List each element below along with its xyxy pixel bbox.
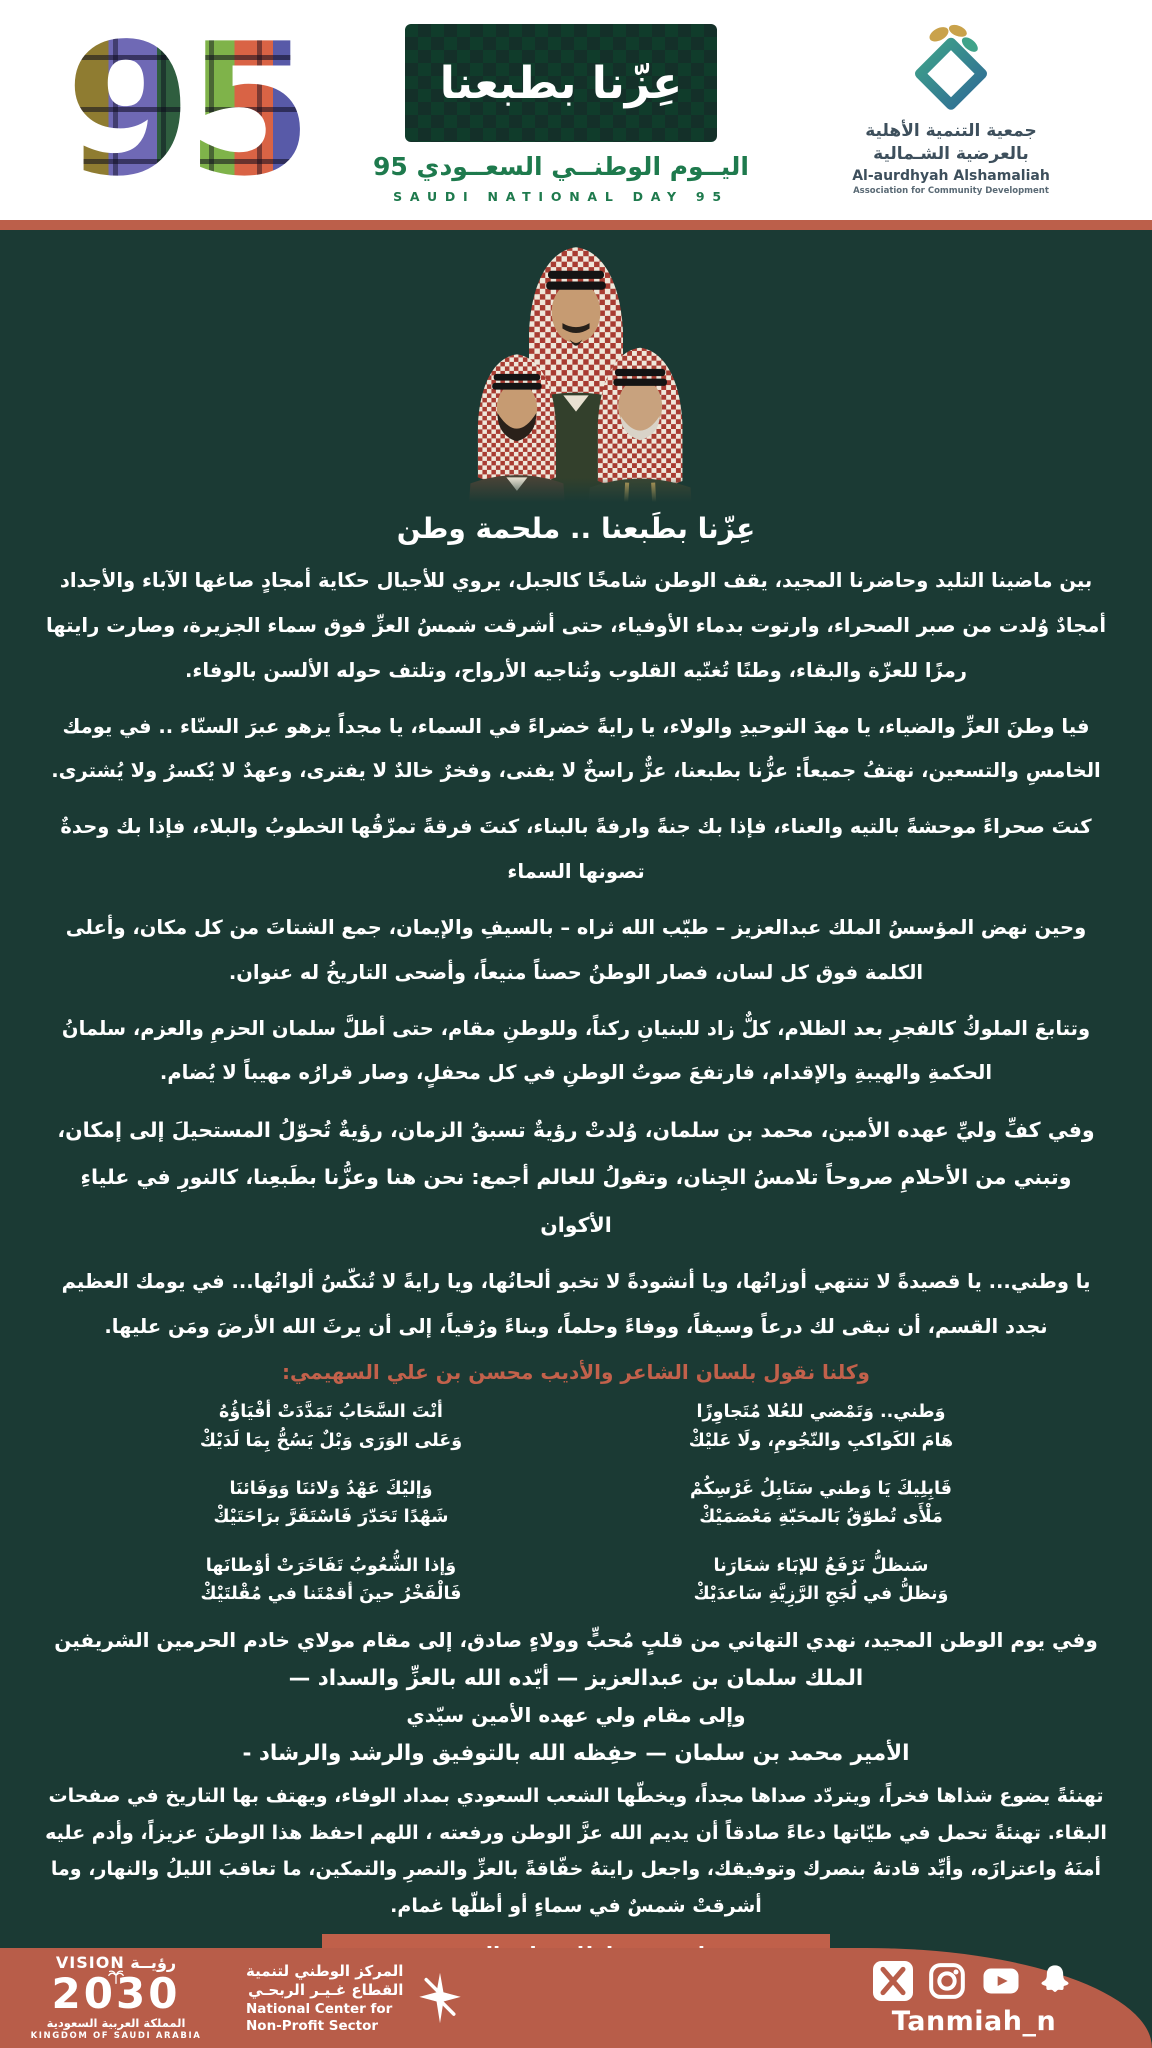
- x-icon[interactable]: [872, 1960, 914, 2002]
- poem-hemistich-right: وَطني.. وَتَمْضي للعُلا مُتَجاوِزًا هَامَ الكَواكبِ والنّجُومِ، ولَا عَليْكْ: [688, 1402, 954, 1451]
- header: [0, 0, 1152, 220]
- poem-stanza: [44, 1398, 1108, 1455]
- body-paragraph: وتتابعَ الملوكُ كالفجرِ بعد الظلام، كلٌّ زاد للبنيانِ ركناً، وللوطنِ مقام، حتى أطلَّ سلمان الحزمِ والعزم، سلمانُ الحكمةِ والهيبةِ والإقدام، فارتفعَ صوتُ الوطنِ في كل محفلٍ، وصار قرارُه مهيباً لا يُضام.: [61, 1016, 1091, 1085]
- kings-portrait-image: [44, 240, 1108, 506]
- kings-portrait-svg: [361, 240, 791, 502]
- national-day-arabic-title: اليــوم الوطنــي السعــودي 95: [373, 152, 749, 181]
- social-handle: Tanmiah_n: [891, 2005, 1057, 2037]
- poem-hemistich-right: سَنظلُّ نَرْفَعُ للإبَاء شعَارَنا وَنظلُّ في لُجَجِ الرَّزِيَّةِ سَاعدَيْكْ: [693, 1555, 949, 1605]
- poem-hemistich-left: وَإذا الشُّعُوبُ تَفَاخَرَتْ أوْطانَها فَالْفَخْرُ حينَ أقمْتَنا في مُقْلتَيْكْ: [200, 1555, 462, 1605]
- poem-hemistich-left: وَإليْكَ عَهْدُ وَلائنَا وَوَفَائنَا شَهْدًا تَحَدّرَ فَاسْتَقَرَّ برَاحَتَيْكْ: [213, 1479, 449, 1528]
- vision-kingdom-ar: المملكة العربية السعودية: [46, 2015, 186, 2030]
- ncnp-logo-icon: [417, 1970, 463, 2026]
- instagram-icon[interactable]: [926, 1960, 968, 2002]
- congratulation-line: وفي يوم الوطن المجيد، نهدي التهاني من قلبٍ مُحبٍّ وولاءٍ صادق، إلى مقام مولاي خادم الحرمين الشريفين: [54, 1628, 1098, 1653]
- body-paragraph: بين ماضينا التليد وحاضرنا المجيد، يقف الوطن شامخًا كالجبل، يروي للأجيال حكاية أمجادٍ صاغها الآباء والأجداد أمجادٌ وُلدت من صبر الصحراء، وارتوت بدماء الأوفياء، حتى أشرقت شمسُ العزِّ فوق سماء الجزيرة، وصارت رايتها رمزًا للعزّة والبقاء، وطنًا تُغنّيه القلوب وتُناجيه الأرواح، وتلتف حوله الألسن بالوفاء.: [45, 569, 1107, 682]
- youtube-icon[interactable]: [980, 1960, 1022, 2002]
- poem-hemistich-left: أنْتَ السَّحَابُ تَمَدَّدَتْ أفْيَاؤُهُ وَعَلى الوَرَى وَبْلٌ يَسُحُّ بِمَا لَدَيْكْ: [199, 1402, 463, 1451]
- vision-wordmark: رؤيــة VISION: [55, 1953, 177, 1973]
- body-paragraph: كنتَ صحراءً موحشةً بالتيه والعناء، فإذا بك جنةً وارفةً بالبناء، كنتَ فرقةً تمزّقُها الخطوبُ والبلاء، فإذا بك وحدةٌ تصونها السماء: [60, 815, 1092, 884]
- association-logo-block: [786, 24, 1116, 196]
- poem-hemistich-right: قَابِلِيكَ يَا وَطني سَنَابِلُ غَرْسِكُمْ مَلْأَى تُطوّقُ بَالمحَبّةِ مَعْصَمَيْكْ: [690, 1479, 952, 1528]
- page-title: عِزّنا بطَبعنا .. ملحمة وطن: [396, 512, 756, 545]
- poem-section: [44, 1398, 1108, 1608]
- closing-paragraph: تهنئةً يضوع شذاها فخراً، ويتردّد صداها مجداً، ويخطّها الشعب السعودي بمداد الوفاء، ويهتف بها التاريخ في صفحات البقاء. تهنئةً تحمل في طيّاتها دعاءً صادقاً أن يديم الله عزَّ الوطن ورفعته ، اللهم احفظ هذا الوطنَ عزيزاً، وأدم عليه أمنَهُ واعتزازَه، وأيِّد قادتهُ بنصرك وتوفيقك، واجعل رايتهُ خفّاقةً بالعزِّ والنصرِ والتمكين، ما تعاقبَ الليلُ والنهار، وما أشرقتْ شمسٌ في سماءٍ أو أظلّها غمام.: [45, 1785, 1107, 1917]
- king-name-line: الملك سلمان بن عبدالعزيز — أيّده الله بالعزِّ والسداد —: [288, 1666, 864, 1692]
- association-tagline-en: Association for Community Development: [853, 185, 1049, 196]
- poem-stanza: [44, 1552, 1108, 1609]
- social-block: [872, 1960, 1076, 2037]
- logo95-number: 95: [65, 4, 307, 216]
- crown-prince-name-line: الأمير محمد بن سلمان — حفِظه الله بالتوفيق والرشد والرشاد -: [242, 1741, 910, 1767]
- calligraphy-box: [405, 24, 717, 142]
- association-name-ar-1: جمعية التنمية الأهلية: [865, 121, 1037, 142]
- poem-stanza: [44, 1475, 1108, 1532]
- association-name-ar-2: بالعرضية الشـمالية: [873, 144, 1029, 164]
- vision-2030-logo: [16, 1954, 216, 2041]
- body-paragraph-vision: وفي كفِّ وليِّ عهده الأمين، محمد بن سلمان، وُلدتْ رؤيةٌ تسبقُ الزمان، رؤيةٌ تُحوّلُ المستحيلَ إلى إمكان، وتبني من الأحلامِ صروحاً تلامسُ الجِنان، وتقولُ للعالم أجمع: نحن هنا وعزُّنا بطَبعِنا، كالنورِ في علياءِ الأكوان: [57, 1118, 1095, 1237]
- divider-bar: [0, 220, 1152, 230]
- association-logo-icon: [908, 24, 994, 120]
- social-icons: [872, 1960, 1076, 2002]
- body-paragraph: يا وطني... يا قصيدةً لا تنتهي أوزانُها، ويا أنشودةً لا تخبو ألحانُها، ويا رايةً لا تُنكّسُ ألوانُها... في يومك العظيم نجدد القسم، أن نبقى لك درعاً وسيفاً، ووفاءً وحلماً، وبناءً ورُقياً، إلى أن يرثَ الله الأرضَ ومَن عليها.: [61, 1269, 1091, 1338]
- national-day-95-logo: [36, 4, 336, 216]
- footer: [0, 1928, 1152, 2048]
- snapchat-icon[interactable]: [1034, 1960, 1076, 2002]
- ncnp-text: المركز الوطني لتنمية القطاع غـيـر الربحـي National Center for Non-Profit Sector: [246, 1961, 404, 2034]
- poster-body: [0, 240, 1152, 2012]
- palm-icon: [108, 1969, 124, 1985]
- body-paragraph: وحين نهض المؤسسُ الملك عبدالعزيز – طيّب الله ثراه – بالسيفِ والإيمان، جمع الشتاتَ من كل مكان، وأعلى الكلمة فوق كل لسان، فصار الوطنُ حصناً منيعاً، وأضحى التاريخُ له عنوان.: [65, 915, 1087, 984]
- poem-attribution: وكلنا نقول بلسان الشاعر والأديب محسن بن علي السهيمي:: [282, 1360, 870, 1385]
- body-paragraph: فيا وطنَ العزِّ والضياء، يا مهدَ التوحيدِ والولاء، يا رايةً خضراءً في السماء، يا مجداً يزهو عبرَ السنّاء .. في يومك الخامسِ والتسعين، نهتفُ جميعاً: عزُّنا بطبعنا، عزٌّ راسخٌ لا يفنى، وفخرٌ خالدٌ لا يفترى، وعهدٌ لا يُكسرُ ولا يُشترى.: [51, 714, 1101, 783]
- calligraphy-text: عِزّنا بطبعنا: [439, 57, 683, 109]
- footer-band: [0, 1948, 1152, 2048]
- crown-prince-intro-line: وإلى مقام ولي عهده الأمين سيّدي: [406, 1703, 746, 1728]
- vision-kingdom-en: KINGDOM OF SAUDI ARABIA: [30, 2030, 202, 2041]
- ncnp-logo: [246, 1962, 463, 2035]
- national-day-english-title: SAUDI NATIONAL DAY 95: [393, 189, 729, 204]
- association-name-en: Al-aurdhyah Alshamaliah: [852, 167, 1050, 184]
- vision-year: 2030: [51, 1968, 181, 2018]
- national-day-lockup: [336, 16, 786, 204]
